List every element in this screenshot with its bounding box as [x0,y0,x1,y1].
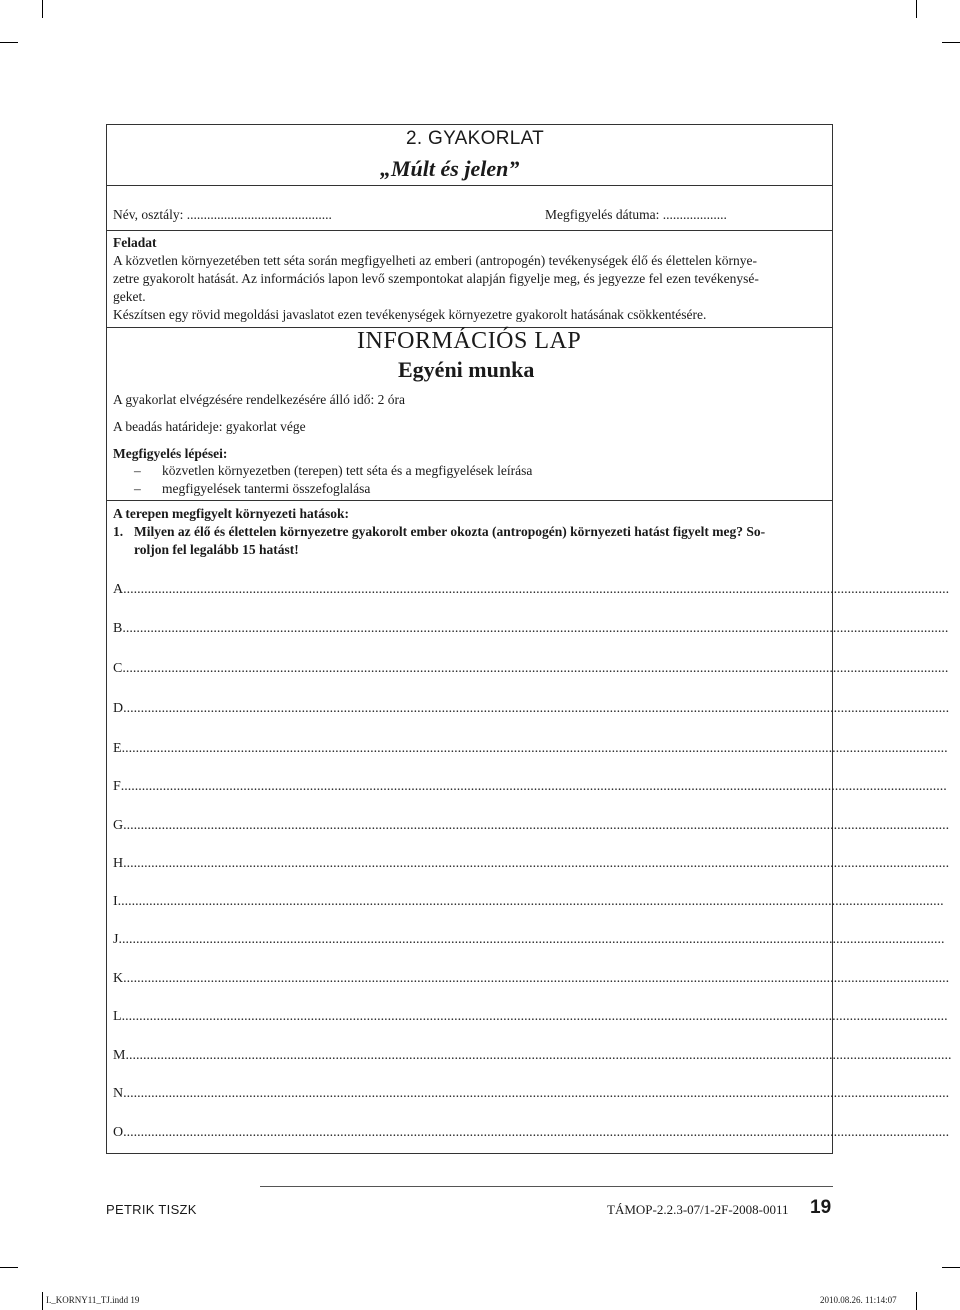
task-text: Készítsen egy rövid megoldási javaslatot ezen tevékenységek környezetre gyakorolt hatásának csökkentésére. [113,307,707,322]
task-text: A közvetlen környezetében tett séta során megfigyelheti az emberi (antropogén) tevékenységek élő és élettelen környe- [113,253,757,268]
name-class-field[interactable]: Név, osztály: ........................................... [113,207,332,222]
answer-line[interactable] [113,855,950,873]
answer-line[interactable] [113,700,950,718]
time-allowed: A gyakorlat elvégzésére rendelkezésére álló idő: 2 óra [113,392,405,407]
answer-letter: A [113,582,124,597]
answer-letter: L [113,1009,122,1024]
crop-mark [916,1292,917,1310]
step-item [134,480,370,498]
info-sheet-subtitle: Egyéni munka [398,357,535,382]
answer-dotted-line[interactable]: ............................................................................................................................................................................................................................................ [123,818,950,833]
answer-line[interactable] [113,581,950,599]
observation-date-field[interactable]: Megfigyelés dátuma: ................... [545,207,727,222]
answer-letter: N [113,1086,124,1101]
dash-bullet: – [134,481,141,496]
crop-mark [42,0,43,18]
publisher-name: PETRIK TISZK [106,1202,197,1217]
page-number: 19 [810,1197,832,1218]
answer-line[interactable] [113,893,944,911]
task-text: zetre gyakorolt hatását. Az információs lapon levő szempontokat alapján figyelje meg, és jegyezze fel ezen tevékenysé- [113,271,759,286]
answer-dotted-line[interactable]: ............................................................................................................................................................................................................................................ [122,621,949,636]
answer-dotted-line[interactable]: ............................................................................................................................................................................................................................................ [121,741,948,756]
answer-dotted-line[interactable]: ............................................................................................................................................................................................................................................ [123,856,950,871]
info-sheet-title: INFORMÁCIÓS LAP [357,328,582,354]
observation-divider [106,500,833,501]
step-text: közvetlen környezetben (terepen) tett séta és a megfigyelések leírása [162,463,533,478]
dash-bullet: – [134,463,141,478]
answer-dotted-line[interactable]: ............................................................................................................................................................................................................................................ [123,582,950,597]
crop-mark [942,42,960,43]
answer-line[interactable] [113,660,949,678]
answer-dotted-line[interactable]: ............................................................................................................................................................................................................................................ [120,779,947,794]
answer-line[interactable] [113,1085,950,1103]
slug-datetime: 2010.08.26. 11:14:07 [820,1295,897,1305]
step-item [134,462,532,480]
question-text: roljon fel legalább 15 hatást! [134,542,299,557]
answer-letter: G [113,818,124,833]
crop-mark [42,1292,43,1310]
answer-letter: C [113,661,123,676]
footer-rule [260,1186,833,1187]
page-title: „Múlt és jelen” [380,156,520,181]
crop-mark [0,42,18,43]
answer-letter: M [113,1048,126,1063]
answer-line[interactable] [113,620,949,638]
header-divider [106,185,833,186]
answer-letter: I [113,894,118,909]
question-number: 1. [113,524,124,539]
answer-dotted-line[interactable]: ............................................................................................................................................................................................................................................ [123,1086,950,1101]
deadline: A beadás határideje: gyakorlat vége [113,419,306,434]
answer-dotted-line[interactable]: ............................................................................................................................................................................................................................................ [122,661,949,676]
answer-letter: E [113,741,122,756]
answer-dotted-line[interactable]: ............................................................................................................................................................................................................................................ [125,1048,952,1063]
task-heading: Feladat [113,235,157,250]
answer-letter: O [113,1125,124,1140]
answer-dotted-line[interactable]: ............................................................................................................................................................................................................................................ [123,971,950,986]
answer-line[interactable] [113,740,948,758]
answer-line[interactable] [113,1047,952,1065]
answer-letter: B [113,621,123,636]
answer-dotted-line[interactable]: ............................................................................................................................................................................................................................................ [118,932,945,947]
answer-line[interactable] [113,1008,948,1026]
answer-letter: D [113,701,124,716]
crop-mark [916,0,917,18]
answer-letter: K [113,971,124,986]
answer-line[interactable] [113,931,945,949]
answer-letter: F [113,779,121,794]
steps-heading: Megfigyelés lépései: [113,446,228,461]
answer-dotted-line[interactable]: ............................................................................................................................................................................................................................................ [123,701,950,716]
task-divider [106,230,833,231]
answer-dotted-line[interactable]: ............................................................................................................................................................................................................................................ [121,1009,948,1024]
question-text: Milyen az élő és élettelen környezetre gyakorolt ember okozta (antropogén) környezeti hatást figyelt meg? So- [134,524,766,539]
answer-letter: H [113,856,124,871]
slug-filename: I._KORNY11_TJ.indd 19 [46,1295,140,1305]
task-text: geket. [113,289,146,304]
answer-line[interactable] [113,970,950,988]
crop-mark [942,1267,960,1268]
answer-letter: J [113,932,119,947]
answer-line[interactable] [113,1124,950,1142]
project-code: TÁMOP-2.2.3-07/1-2F-2008-0011 [607,1202,789,1217]
answer-dotted-line[interactable]: ............................................................................................................................................................................................................................................ [123,1125,950,1140]
answer-line[interactable] [113,778,947,796]
crop-mark [0,1267,18,1268]
observations-heading: A terepen megfigyelt környezeti hatások: [113,506,349,521]
answer-dotted-line[interactable]: ............................................................................................................................................................................................................................................ [117,894,944,909]
answer-line[interactable] [113,817,950,835]
section-number: 2. GYAKORLAT [406,128,545,149]
step-text: megfigyelések tantermi összefoglalása [162,481,371,496]
